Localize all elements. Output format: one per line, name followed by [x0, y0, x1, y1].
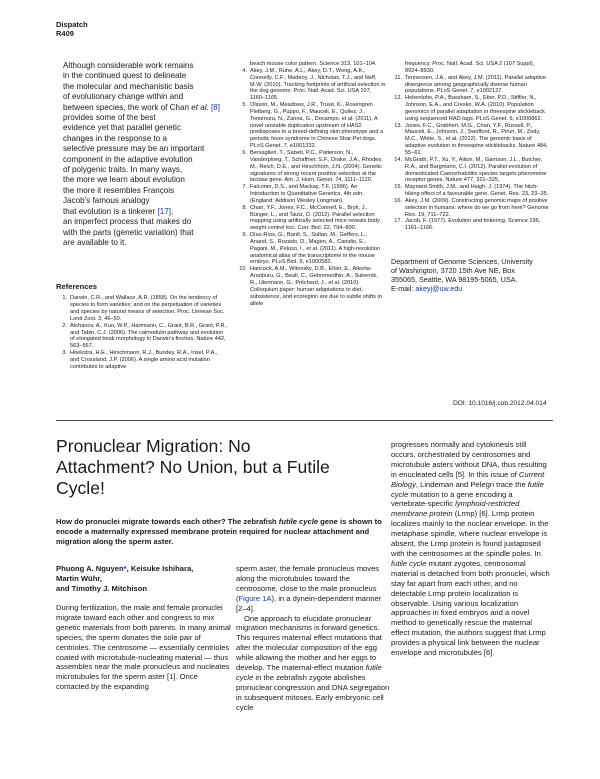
reference-list-b: [236, 61, 386, 307]
figure-link[interactable]: Figure 1A: [238, 593, 272, 603]
email-link[interactable]: akeyj@uw.edu: [415, 283, 463, 293]
column-middle: [236, 61, 386, 307]
author-affiliation: Department of Genome Sciences, University of Washington, 3720 15th Ave NE, Box 355065, Seattle, WA 98195-5065, USA. E-mail: akeyj@uw.edu: [391, 257, 533, 293]
reference-item: 9. Díaz-Ríos, G., Banfi, S., Sultan, M., Geffers, L., Anand, S., Rozado, D., Magen, A., Canidio, E., Pagani, M., Peluso, I., et al. (2011). A high-resolution anatomical atlas of the transcriptome in the mouse embryo. PLoS Biol. 9, e1000582.: [242, 232, 381, 266]
column-right: [391, 61, 551, 294]
article-title: Pronuclear Migration: No Attachment? No Union, but a Futile Cycle!: [56, 436, 330, 498]
reference-item: 7. Falconer, D.S., and Mackay, T.F. (1996). An Introduction to Quantitative Genetics, 4th edn. (England: Addison Wesley Longman).: [242, 184, 364, 204]
reference-item: 11. Tennessen, J.A., and Akey, J.M. (2011). Parallel adaptive divergence among geographically diverse human populations. PLoS Genet. 7, e1002127.: [394, 74, 546, 95]
article-body-col1: During fertilization, the male and female pronuclei migrate toward each other and congress to mix genetic materials from both parents. In many animal species, the sperm donates the sole pair of centrioles. The centrosome — essentially centrioles coated with microtubule-nucleating material — thus assembles near the male pronucleus and nucleates microtubules for the sperm aster [1]. Once contacted by the expanding: [56, 603, 231, 692]
reference-item: 17. Jacob, F. (1977). Evolution and tinkering. Science 196, 1161–1166.: [394, 218, 541, 232]
author-list: Phuong A. Nguyen*, Keisuke Ishihara, Martin Wühr, and Timothy J. Mitchison: [56, 564, 194, 593]
citation-link[interactable]: [17]: [157, 206, 171, 216]
reference-item: frequency. Proc. Natl. Acad. Sci. USA 2 (107 Suppl), 8924–8930.: [405, 61, 535, 74]
reference-item: 8. Chan, Y.F., Jones, F.C., McConnell, E., Bryk, J., Bünger, L., and Tautz, D. (2012). Parallel selection mapping using artificially selected mice reveals body weight control loci. Curr. Biol. 22, 794–800.: [242, 204, 380, 232]
reference-list-a: [56, 295, 228, 370]
reference-item: 12. Hohenlohe, P.A., Bassham, S., Etter, P.D., Stiffler, N., Johnson, E.A., and Cresko, W.A. (2010). Population genomics of parallel adaptation in threespine stickleback using sequenced RAD tags. PLoS Genet. 6, e1000862.: [394, 95, 545, 122]
concluding-paragraph: Although considerable work remains in the continued quest to delineate the molecular and mechanistic basis of evolutionary change within and between species, the work of Chan et al. [8] provides some of the best evidence yet that parallel genetic changes in the response to a selective pressure may be an important component in the adaptive evolution of polygenic traits. In many ways, the more we learn about evolution the more it resembles François Jacob's famous analogy that evolution is a tinkerer [17], an imperfect process that makes do with the parts (genetic variation) that are available to it.: [63, 61, 221, 247]
column-left: [56, 61, 228, 371]
reference-item: 13. Jones, F.C., Grabherr, M.G., Chan, Y.F., Russell, P., Mauceli, E., Johnson, J., Swofford, R., Pirun, M., Zody, M.C., White, S., et al. (2012). The genomic basis of adaptive evolution in threespine sticklebacks. Nature 484, 55–61.: [394, 122, 548, 156]
citation-link[interactable]: [8]: [211, 102, 221, 112]
corresponding-author-mark[interactable]: *: [123, 564, 127, 573]
reference-item: 1. Darwin, C.R., and Wallace, A.R. (1858). On the tendency of species to form varieties; and on the perpetuation of varieties and species by natural means of selection. Proc. Linnean Soc. Lond Zool. 3, 46–50.: [62, 295, 225, 322]
reference-item: 10. Hancock, A.M., Witonsky, D.B., Ehler, E., Alkorta-Aranburu, G., Beall, C., Gebremedhin, A., Sukernik, R., Utermann, G., Pritchard, J., et al. (2010). Colloquium paper: human adaptations to diet, subsistence, and ecoregion are due to subtle shifts in allele: [239, 266, 382, 307]
reference-list-c: [391, 61, 551, 232]
page-code: R409: [56, 29, 74, 38]
section-divider: [56, 420, 553, 421]
reference-item: 15. Maynard-Smith, J.M., and Haigh, J. (1974). The hitch-hiking effect of a favourable gene. Genet. Res. 23, 23–35.: [394, 184, 549, 198]
reference-item: beach mouse color pattern. Science 313, 101–104.: [250, 61, 377, 67]
reference-item: 4. Akey, J.M., Ruhe, A.L., Akey, D.T., Wong, A.K., Connelly, C.F., Madeoy, J., Nicholas, T.J., and Neff, M.W. (2010). Tracking footprints of artificial selection in the dog genome. Proc. Natl. Acad. Sci. USA 107, 1160–1165.: [242, 67, 386, 102]
reference-item: 16. Akey, J.M. (2009). Constructing genomic maps of positive selection in humans: where do we go from here? Genome Res. 19, 711–722.: [394, 197, 549, 218]
reference-item: 2. Atchanov, A., Kuo, W.P., Hartmann, C., Grant, B.R., Grant, P.R., and Tabin, C.J. (2006). The calmodulin pathway and evolution of elongated beak morphology in Darwin's finches. Nature 442, 563–567.: [62, 322, 228, 350]
reference-item: 3. Hoekstra, H.E., Hirschmann, R.J., Bundey, R.A., Insel, P.A., and Crossland, J.P. (2006). A single amino acid mutation contributes to adaptive: [62, 350, 218, 370]
reference-item: 6. Bersaglieri, T., Sabeti, P.C., Patterson, N., Vanderploeg, T., Schaffner, S.F., Drake, J.A., Rhodes, M., Reich, D.E., and Hirschhorn, J.N. (2004). Genetic signatures of strong recent positive selection at the lactase gene. Am. J. Hum. Genet. 74, 1111–1120.: [242, 149, 383, 184]
reference-item: 5. Olsson, M., Meadows, J.R., Truvé, K., Rosengren Pielberg, G., Puppo, F., Mauceli, E., Quilez, J., Tonomura, N., Zanna, G., Docampo, et al. (2011). A novel unstable duplication upstream of HAS2 predisposes to a breed-defining skin phenotype and a periodic fever syndrome in Chinese Shar-Pei dogs. PLoS Genet. 7, e1001332.: [242, 102, 384, 150]
references-heading: References: [56, 282, 97, 292]
article-body-col2: sperm aster, the female pronucleus moves along the microtubules toward the centrosome, close to the male pronucleus (Figure 1A), in a dynein-dependent manner [2–4]. One approach to elucidate pronuclear migration mechanisms is forward genetics. This requires maternal effect mutations that alter the molecular composition of the egg while allowing the mother and her eggs to develop. The maternal-effect mutation futile cycle in the zebrafish zygote abolishes pronuclear congression and DNA segregation in subsequent mitoses. Early embryonic cell cycle: [236, 564, 390, 712]
article-standfirst: How do pronuclei migrate towards each other? The zebrafish futile cycle gene is shown to encode a maternally expressed membrane protein required for nuclear attachment and migration along the sperm aster.: [56, 517, 382, 546]
doi-text: DOI: 10.1016/j.cub.2012.04.014: [453, 400, 547, 407]
article-body-col3: progresses normally and cytokinesis still occurs, orchestrated by centrosomes and microtubule asters without DNA, thus resulting in enucleated cells [5]. In this issue of Current Biology, Lindeman and Pelegri trace the futile cycle mutation to a gene encoding a vertebrate-specific lymphoid-restricted membrane protein (Lrmp) [6]. Lrmp protein localizes mainly to the nuclear envelope. In the metaphase spindle, where nuclear envelope is absent, the Lrmp protein is found juxtaposed with the centrosomes at the spindle poles. In futile cycle mutant zygotes, centrosomal material is detached from both pronuclei, which stay far apart from each other, and no detectable Lrmp protein localization is observable. Using various localization approaches in fixed embryos and a novel method to genetically rescue the maternal effect mutation, the authors suggest that Lrmp provides a physical link between the nuclear envelope and microtubules [6].: [391, 440, 550, 658]
journal-section: Dispatch: [56, 20, 88, 29]
reference-item: 14. McGrath, P.T., Xu, Y., Ailion, M., Garrison, J.L., Butcher, R.A., and Bargmann, C.I. (2012). Parallel evolution of domesticated Caenorhabditis species targets pheromone receptor genes. Nature 477, 321–325.: [394, 156, 547, 184]
